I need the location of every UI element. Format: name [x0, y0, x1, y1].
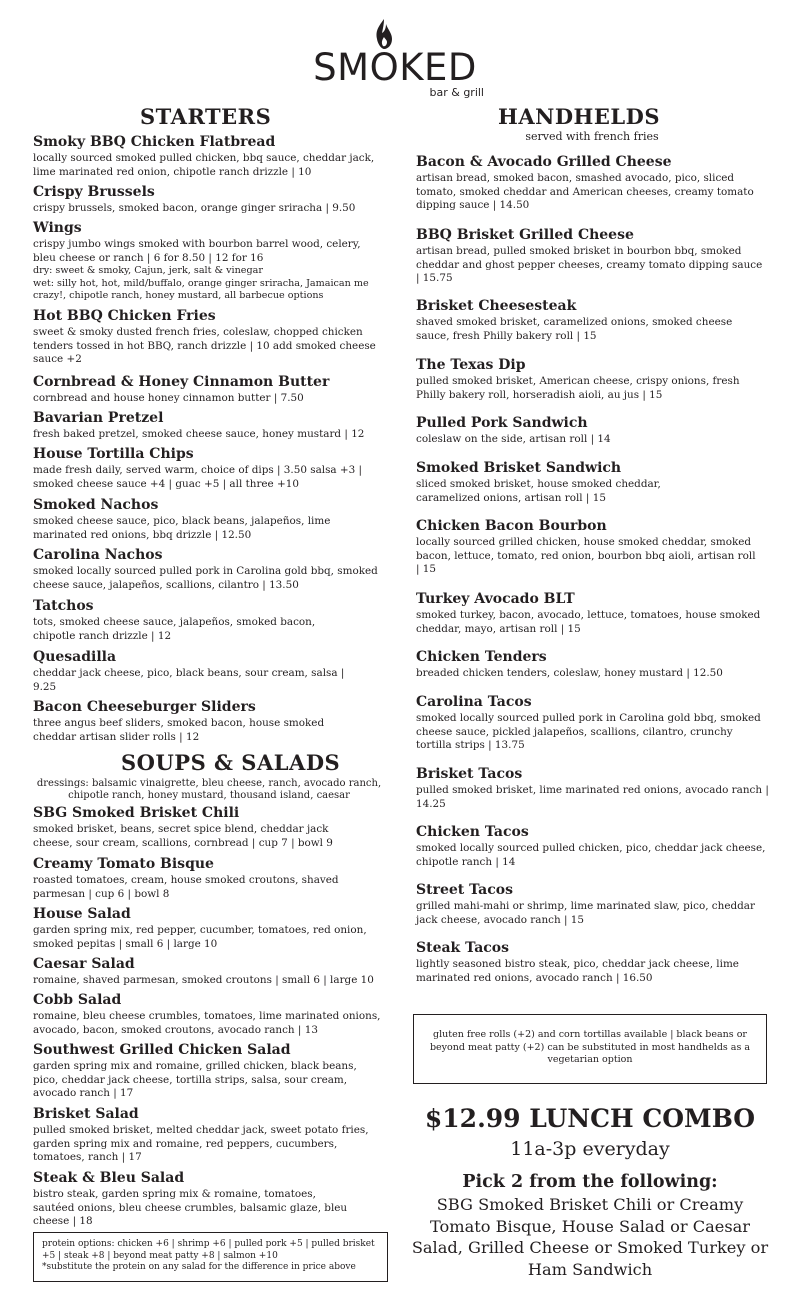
item-desc: cornbread and house honey cinnamon butter | 7.50: [33, 392, 304, 404]
item-name: Smoked Nachos: [33, 497, 159, 513]
item-name: Smoked Brisket Sandwich: [416, 460, 622, 476]
item-name: Brisket Cheesesteak: [416, 298, 577, 314]
menu-item: [416, 153, 761, 213]
menu-item: [416, 356, 751, 402]
item-name: House Salad: [33, 906, 131, 922]
item-name: Steak Tacos: [416, 940, 510, 956]
item-name: Southwest Grilled Chicken Salad: [33, 1042, 291, 1058]
item-desc: sliced smoked brisket, house smoked cheddar, caramelized onions, artisan roll | 15: [416, 478, 661, 504]
item-desc: romaine, bleu cheese crumbles, tomatoes, lime marinated onions, avocado, bacon, smoked croutons, avocado ranch | 13: [33, 1010, 381, 1036]
item-desc: cheddar jack cheese, pico, black beans, sour cream, salsa | 9.25: [33, 667, 345, 693]
item-desc: smoked locally sourced pulled pork in Carolina gold bbq, smoked cheese sauce, pickled jalapeños, scallions, cilantro, crunchy tortilla strips | 13.75: [416, 712, 761, 751]
item-desc: artisan bread, pulled smoked brisket in bourbon bbq, smoked cheddar and ghost pepper cheeses, creamy tomato dipping sauce | 15.75: [416, 245, 763, 284]
lunch-combo-desc: SBG Smoked Brisket Chili or Creamy Tomato Bisque, House Salad or Caesar Salad, Grilled Cheese or Smoked Turkey or Ham Sandwich: [411, 1195, 769, 1279]
item-desc: fresh baked pretzel, smoked cheese sauce, honey mustard | 12: [33, 428, 365, 440]
menu-item: [33, 597, 358, 643]
gluten-free-note-box: [413, 1014, 767, 1084]
item-desc: smoked locally sourced pulled chicken, pico, cheddar jack cheese, chipotle ranch | 14: [416, 842, 766, 868]
menu-item: [33, 373, 393, 406]
item-desc: breaded chicken tenders, coleslaw, honey mustard | 12.50: [416, 667, 723, 679]
menu-item: [33, 219, 383, 303]
item-name: SBG Smoked Brisket Chili: [33, 805, 240, 821]
item-name: Brisket Tacos: [416, 766, 523, 782]
item-name: Crispy Brussels: [33, 184, 155, 200]
item-desc: three angus beef sliders, smoked bacon, house smoked cheddar artisan slider rolls | 12: [33, 717, 325, 743]
menu-item: [416, 297, 736, 343]
item-desc: pulled smoked brisket, lime marinated red onions, avocado ranch | 14.25: [416, 784, 769, 810]
menu-item: [33, 991, 393, 1037]
item-name: Chicken Tacos: [416, 824, 529, 840]
handhelds-title: HANDHELDS: [498, 104, 661, 129]
menu-item: [416, 939, 768, 985]
item-name: Cobb Salad: [33, 992, 122, 1008]
protein-options-box: [33, 1232, 388, 1282]
item-desc: smoked turkey, bacon, avocado, lettuce, tomatoes, house smoked cheddar, mayo, artisan roll | 15: [416, 609, 761, 635]
item-desc: smoked cheese sauce, pico, black beans, jalapeños, lime marinated red onions, bbq drizzle | 12.50: [33, 515, 331, 541]
starters-title: STARTERS: [140, 104, 272, 129]
item-name: Bacon & Avocado Grilled Cheese: [416, 154, 672, 170]
item-name: Carolina Nachos: [33, 547, 163, 563]
item-name: Chicken Bacon Bourbon: [416, 518, 607, 534]
item-desc: crispy brussels, smoked bacon, orange ginger sriracha | 9.50: [33, 202, 356, 214]
menu-item: [416, 590, 761, 636]
brand-name: SMOKED: [313, 46, 477, 89]
item-desc: pulled smoked brisket, American cheese, crispy onions, fresh Philly bakery roll, horseradish aioli, au jus | 15: [416, 375, 740, 401]
item-desc: shaved smoked brisket, caramelized onions, smoked cheese sauce, fresh Philly bakery roll | 15: [416, 316, 733, 342]
item-name: House Tortilla Chips: [33, 446, 194, 462]
item-name: Carolina Tacos: [416, 694, 532, 710]
menu-item: [33, 804, 363, 850]
protein-options: protein options: chicken +6 | shrimp +6 | pulled pork +5 | pulled brisket +5 | steak +8 | beyond meat patty +8 | salmon +10: [42, 1239, 375, 1261]
item-name: Street Tacos: [416, 882, 514, 898]
item-desc: sweet & smoky dusted french fries, coleslaw, chopped chicken tenders tossed in hot BBQ, ranch drizzle | 10 add smoked cheese sauce +2: [33, 326, 376, 365]
menu-item: [33, 409, 393, 442]
item-name: Creamy Tomato Bisque: [33, 856, 214, 872]
item-desc: locally sourced grilled chicken, house smoked cheddar, smoked bacon, lettuce, tomato, red onion, bourbon bbq aioli, artisan roll | 15: [416, 536, 756, 575]
menu-item: [33, 307, 378, 367]
brand-logo: [300, 18, 490, 98]
item-name: Pulled Pork Sandwich: [416, 415, 588, 431]
menu-item: [416, 881, 756, 927]
item-name: Hot BBQ Chicken Fries: [33, 308, 216, 324]
menu-item: [33, 1041, 378, 1101]
item-name: Steak & Bleu Salad: [33, 1170, 185, 1186]
menu-item: [416, 414, 756, 447]
item-name: Brisket Salad: [33, 1106, 139, 1122]
menu-item: [33, 855, 378, 901]
soups-salads-title: SOUPS & SALADS: [121, 750, 341, 775]
brand-tagline: bar & grill: [429, 86, 484, 99]
item-name: BBQ Brisket Grilled Cheese: [416, 227, 634, 243]
item-name: Wings: [33, 220, 82, 236]
lunch-combo-title: $12.99 LUNCH COMBO: [424, 1104, 756, 1133]
menu-item: [33, 546, 383, 592]
wings-wet-flavors: wet: silly hot, hot, mild/buffalo, orange ginger sriracha, Jamaican me crazy!, chipotle ranch, honey mustard, all barbecue options: [33, 277, 369, 301]
handhelds-subtitle: served with french fries: [525, 130, 659, 143]
item-desc: made fresh daily, served warm, choice of dips | 3.50 salsa +3 | smoked cheese sauce +4 | guac +5 | all three +10: [33, 464, 363, 490]
item-desc: grilled mahi-mahi or shrimp, lime marinated slaw, pico, cheddar jack cheese, avocado ranch | 15: [416, 900, 755, 926]
lunch-combo-hours: 11a-3p everyday: [510, 1138, 670, 1160]
item-desc: roasted tomatoes, cream, house smoked croutons, shaved parmesan | cup 6 | bowl 8: [33, 874, 339, 900]
menu-item: [416, 517, 756, 577]
menu-item: [416, 648, 766, 681]
menu-item: [33, 698, 368, 744]
menu-item: [33, 183, 393, 216]
menu-item: [416, 823, 766, 869]
dressings-note: dressings: balsamic vinaigrette, bleu cheese, ranch, avocado ranch, chipotle ranch, honey mustard, thousand island, caesar: [36, 778, 382, 801]
item-desc: pulled smoked brisket, melted cheddar jack, sweet potato fries, garden spring mix and romaine, red peppers, cucumbers, tomatoes, ranch | 17: [33, 1124, 369, 1163]
gluten-free-note: gluten free rolls (+2) and corn tortillas available | black beans or beyond meat patty (+2) can be substituted in most handhelds as a vegetarian option: [429, 1029, 751, 1065]
item-name: The Texas Dip: [416, 357, 526, 373]
item-name: Chicken Tenders: [416, 649, 547, 665]
item-desc: coleslaw on the side, artisan roll | 14: [416, 433, 611, 445]
item-name: Bacon Cheeseburger Sliders: [33, 699, 256, 715]
item-name: Turkey Avocado BLT: [416, 591, 575, 607]
menu-item: [33, 648, 353, 694]
item-desc: smoked locally sourced pulled pork in Carolina gold bbq, smoked cheese sauce, jalapeños, scallions, cilantro | 13.50: [33, 565, 378, 591]
item-desc: artisan bread, smoked bacon, smashed avocado, pico, sliced tomato, smoked cheddar and American cheeses, creamy tomato dipping sauce | 14.50: [416, 172, 754, 211]
menu-item: [416, 765, 771, 811]
menu-item: [33, 445, 383, 491]
item-name: Tatchos: [33, 598, 94, 614]
item-desc: lightly seasoned bistro steak, pico, cheddar jack cheese, lime marinated red onions, avocado ranch | 16.50: [416, 958, 739, 984]
item-desc: tots, smoked cheese sauce, jalapeños, smoked bacon, chipotle ranch drizzle | 12: [33, 616, 316, 642]
menu-item: [33, 1105, 378, 1165]
item-desc: crispy jumbo wings smoked with bourbon barrel wood, celery, bleu cheese or ranch | 6 for 8.50 | 12 for 16: [33, 238, 361, 264]
menu-item: [416, 226, 766, 286]
menu-item: [33, 1169, 353, 1229]
lunch-combo-pick: Pick 2 from the following:: [462, 1172, 718, 1192]
menu-item: [33, 905, 373, 951]
item-desc: garden spring mix and romaine, grilled chicken, black beans, pico, cheddar jack cheese, tortilla strips, salsa, sour cream, avocado ranch | 17: [33, 1060, 357, 1099]
menu-item: [416, 459, 706, 505]
item-desc: locally sourced smoked pulled chicken, bbq sauce, cheddar jack, lime marinated red onion, chipotle ranch drizzle | 10: [33, 152, 375, 178]
item-desc: garden spring mix, red pepper, cucumber, tomatoes, red onion, smoked pepitas | small 6 | large 10: [33, 924, 367, 950]
item-name: Smoky BBQ Chicken Flatbread: [33, 134, 276, 150]
menu-item: [33, 496, 378, 542]
item-desc: bistro steak, garden spring mix & romaine, tomatoes, sautéed onions, bleu cheese crumbles, balsamic glaze, bleu cheese | 18: [33, 1188, 348, 1227]
item-name: Cornbread & Honey Cinnamon Butter: [33, 374, 330, 390]
protein-note: *substitute the protein on any salad for the difference in price above: [42, 1262, 356, 1272]
menu-item: [33, 955, 393, 988]
item-desc: smoked brisket, beans, secret spice blend, cheddar jack cheese, sour cream, scallions, cornbread | cup 7 | bowl 9: [33, 823, 333, 849]
wings-dry-flavors: dry: sweet & smoky, Cajun, jerk, salt & vinegar: [33, 265, 263, 276]
menu-item: [416, 693, 761, 753]
item-name: Bavarian Pretzel: [33, 410, 164, 426]
item-name: Caesar Salad: [33, 956, 135, 972]
item-desc: romaine, shaved parmesan, smoked croutons | small 6 | large 10: [33, 974, 374, 986]
item-name: Quesadilla: [33, 649, 117, 665]
menu-item: [33, 133, 385, 179]
